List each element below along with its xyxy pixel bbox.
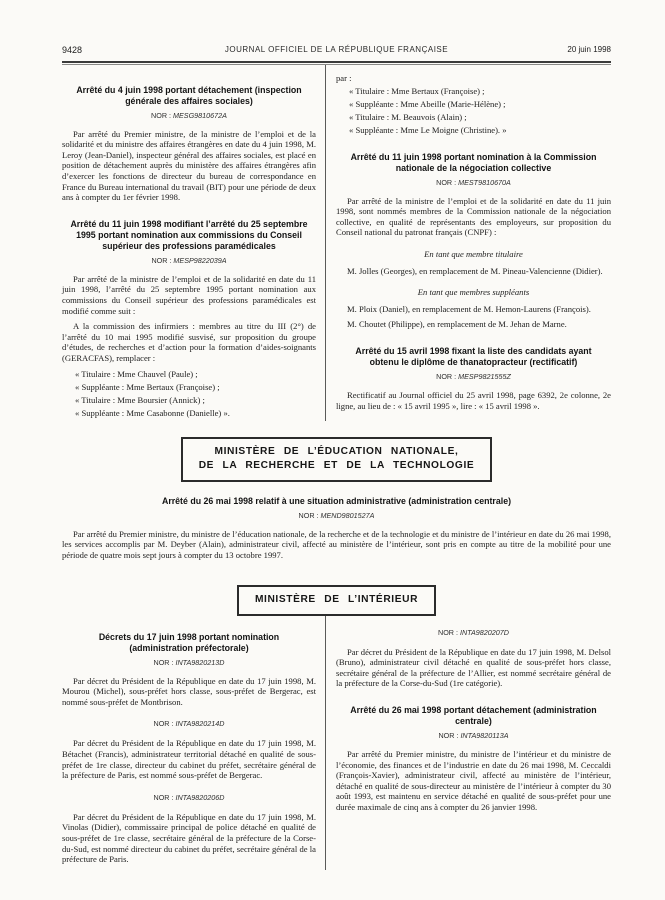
article-title: Arrêté du 26 mai 1998 portant détachement (administration centrale)	[350, 705, 597, 727]
nor-label: NOR :	[151, 110, 171, 120]
nor-value: INTA9820207D	[459, 627, 509, 637]
subheading-italic: En tant que membre titulaire	[424, 248, 523, 259]
subheading-italic: En tant que membres suppléants	[417, 287, 530, 298]
nor-value: MESG9810672A	[173, 110, 227, 120]
nor-label: NOR :	[151, 255, 172, 265]
journal-title: JOURNAL OFFICIEL DE LA RÉPUBLIQUE FRANÇAISE	[224, 45, 449, 54]
paragraph: Rectificatif au Journal officiel du 25 avril 1998, page 6392, 2e colonne, 2e ligne, au lieu de : « 15 avril 1995 », lire : « 15 avril 1998 ».	[336, 389, 611, 411]
ministry-banner-wrap	[62, 585, 611, 616]
nor-line	[62, 256, 316, 265]
article-title: Décrets du 17 juin 1998 portant nomination (administration préfectorale)	[98, 631, 280, 653]
paragraph: Par décret du Président de la République en date du 17 juin 1998, M. Mourou (Michel), sous-préfet hors classe, sous-préfet de Bergerac, est nommé sous-préfet de Montbrison.	[62, 675, 316, 707]
nor-value: MESP9822039A	[173, 255, 227, 265]
nor-line	[62, 793, 316, 802]
top-left-column	[62, 65, 325, 421]
paragraph: Par arrêté de la ministre de l’emploi et de la solidarité en date du 11 juin 1998, sont nommés membres de la Commission nationale de la négociation collective, en qualité de représentants des employeurs, sur proposition du Conseil national du patronat français (CNPF) :	[336, 195, 611, 238]
nor-label: NOR :	[438, 731, 459, 741]
banner-line-1: MINISTÈRE DE L’ÉDUCATION NATIONALE,	[214, 445, 459, 457]
article-title: Arrêté du 15 avril 1998 fixant la liste des candidats ayant obtenu le diplôme de thanatopracteur (rectificatif)	[355, 345, 592, 367]
nor-value: MEND9801527A	[320, 510, 375, 520]
page-header	[62, 0, 611, 56]
paragraph: M. Ploix (Daniel), en remplacement de M. Hemon-Laurens (François).	[347, 303, 591, 314]
nor-value: INTA9820113A	[460, 731, 509, 741]
banner-line-2: DE LA RECHERCHE ET DE LA TECHNOLOGIE	[198, 459, 475, 471]
quote-line: « Titulaire : M. Beauvois (Alain) ;	[349, 111, 467, 122]
header-rule-thick	[62, 61, 611, 63]
quote-line: « Titulaire : Mme Chauvel (Paule) ;	[75, 368, 198, 379]
article-title: Arrêté du 11 juin 1998 portant nomination à la Commission nationale de la négociation collective	[350, 151, 597, 173]
nor-value: INTA9820213D	[175, 657, 225, 667]
bottom-columns	[62, 616, 611, 870]
nor-line	[62, 719, 316, 728]
paragraph: Par arrêté de la ministre de l’emploi et de la solidarité en date du 11 juin 1998, l’arrêté du 25 septembre 1995 portant nomination aux commissions du Conseil supérieur des professions paramédicales est modifié comme suit :	[62, 273, 316, 316]
nor-line	[336, 372, 611, 381]
nor-label: NOR :	[436, 371, 457, 381]
nor-line	[336, 628, 611, 637]
paragraph: Par arrêté du Premier ministre, du ministre de l’éducation nationale, de la recherche et de la technologie et du ministre de l’intérieur en date du 26 mai 1998, les services accomplis par M. Deyber (Alain), administrateur civil, affecté au ministère de l’intérieur, sont pris en compte au titre de la mobilité pour une période de quatre mois sept jours à compter du 13 octobre 1997.	[62, 528, 611, 561]
nor-label: NOR :	[298, 510, 319, 520]
ministry-banner-interior: MINISTÈRE DE L’INTÉRIEUR	[237, 585, 436, 616]
paragraph: Par décret du Président de la République en date du 17 juin 1998, M. Vinolas (Didier), commissaire principal de police détaché en qualité de sous-préfet de 1re classe, secrétaire général de la préfecture de la Corse-du-Sud, est nommé directeur du cabinet du préfet, secrétaire général de la préfecture de Paris.	[62, 811, 316, 865]
header-date: 20 juin 1998	[567, 45, 611, 54]
nor-line	[336, 178, 611, 187]
quote-line: « Suppléante : Mme Bertaux (Françoise) ;	[75, 381, 220, 392]
nor-line	[62, 511, 611, 520]
journal-page	[62, 0, 611, 870]
top-columns	[62, 65, 611, 421]
ministry-banner-wrap	[62, 437, 611, 482]
paragraph: M. Jolles (Georges), en remplacement de M. Pineau-Valencienne (Didier).	[347, 265, 603, 276]
ministry-banner-education	[181, 437, 493, 482]
nor-value: INTA9820214D	[175, 719, 225, 729]
top-right-column	[326, 65, 611, 421]
bottom-left-column	[62, 616, 325, 870]
page-number: 9428	[62, 45, 83, 55]
quote-line: « Suppléante : Mme Abeille (Marie-Hélène) ;	[349, 98, 506, 109]
quote-line: « Suppléante : Mme Casabonne (Danielle) ».	[75, 407, 230, 418]
nor-line	[62, 658, 316, 667]
article-title: Arrêté du 4 juin 1998 portant détachement (inspection générale des affaires sociales)	[76, 84, 302, 106]
quote-line: « Titulaire : Mme Bertaux (Françoise) ;	[349, 85, 485, 96]
nor-label: NOR :	[153, 792, 174, 802]
nor-value: MEST9810670A	[458, 177, 511, 187]
nor-label: NOR :	[153, 719, 174, 729]
nor-value: MESP9821555Z	[458, 371, 511, 381]
quote-line: « Suppléante : Mme Le Moigne (Christine). »	[349, 124, 507, 135]
paragraph: M. Choutet (Philippe), en remplacement de M. Jehan de Marne.	[347, 319, 567, 330]
nor-label: NOR :	[436, 177, 457, 187]
nor-value: INTA9820206D	[175, 792, 225, 802]
paragraph: A la commission des infirmiers : membres au titre du III (2°) de l’arrêté du 10 mai 1995 modifié susvisé, sur proposition du groupe d’études, de recherches et d’action pour la formation d’aides-soignants (GERACFAS), remplacer :	[62, 321, 316, 363]
paragraph: Par décret du Président de la République en date du 17 juin 1998, M. Bétachet (Francis), administrateur territorial détaché en qualité de sous-préfet de 1re classe, directeur du cabinet du préfet, secrétaire général de la préfecture de Paris, est nommé sous-préfet de Bergerac.	[62, 738, 316, 781]
paragraph: Par arrêté du Premier ministre, de la ministre de l’emploi et de la solidarité et du ministre des affaires étrangères en date du 4 juin 1998, M. Leroy (Jean-Daniel), inspecteur général des affaires sociales, est placé en position de détachement auprès du ministère des affaires étrangères afin d’exercer les fonctions de directeur du bureau de correspondance en France du Bureau international du travail (BIT) pour une période de deux ans à compter du 1er février 1998.	[62, 128, 316, 203]
article-title: Arrêté du 26 mai 1998 relatif à une situation administrative (administration centrale)	[161, 495, 512, 506]
article-title: Arrêté du 11 juin 1998 modifiant l’arrêté du 25 septembre 1995 portant nomination aux commissions du Conseil supérieur des professions paramédicales	[70, 218, 308, 251]
paragraph: Par arrêté du Premier ministre, du ministre de l’intérieur et du ministre de l’économie, des finances et de l’industrie en date du 26 mai 1998, M. Ceccaldi (François-Xavier), administrateur civil, affecté au ministère de l’intérieur, détaché en qualité de sous-directeur au ministère de l’intérieur à compter du 30 août 1993, est maintenu en service détaché en qualité de sous-préfet pour une durée maximale de cinq ans à compter du 26 janvier 1998.	[336, 749, 611, 812]
quote-line: « Titulaire : Mme Boursier (Annick) ;	[75, 394, 205, 405]
nor-label: NOR :	[153, 657, 174, 667]
nor-line	[336, 731, 611, 740]
nor-line	[62, 111, 316, 120]
paragraph: Par décret du Président de la République en date du 17 juin 1998, M. Delsol (Bruno), administrateur civil détaché en qualité de sous-préfet hors classe, secrétaire général de la préfecture de l’Allier, est nommé secrétaire général de la préfecture de la Corse-du-Sud (1re catégorie).	[336, 646, 611, 689]
bottom-right-column	[326, 616, 611, 870]
nor-label: NOR :	[438, 627, 458, 637]
continuation-intro: par :	[336, 72, 352, 83]
